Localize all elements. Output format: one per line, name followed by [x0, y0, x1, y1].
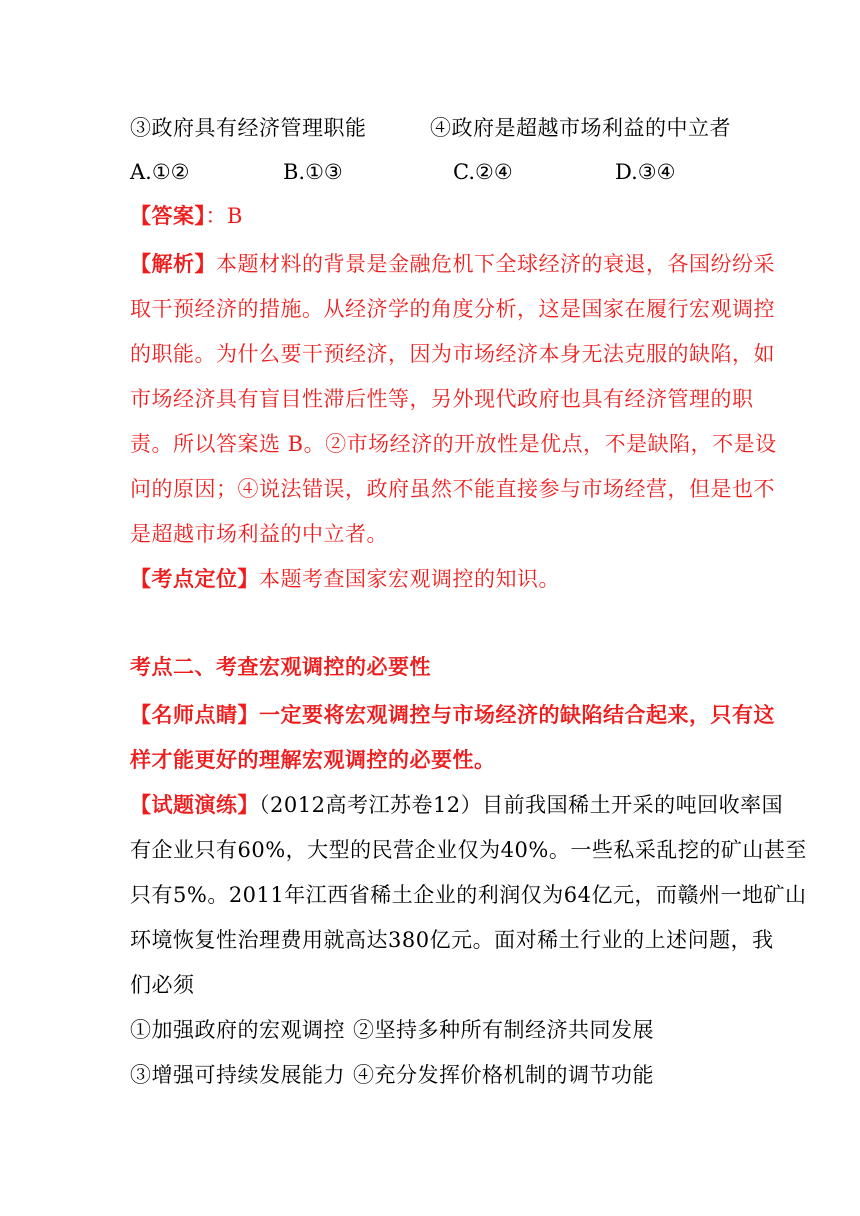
analysis-label: 【解析】 [130, 251, 216, 276]
answer-line [130, 201, 243, 231]
tip-text: 一定要将宏观调控与市场经济的缺陷结合起来，只有这 [259, 702, 775, 727]
analysis-line-5: 责。所以答案选 B。②市场经济的开放性是优点，不是缺陷，不是设 [130, 432, 777, 456]
analysis-text: 本题材料的背景是金融危机下全球经济的衰退，各国纷纷采 [216, 252, 775, 276]
section-heading: 考点二、考查宏观调控的必要性 [130, 654, 431, 679]
exercise-text: （2012高考江苏卷12）目前我国稀土开采的吨回收率国 [259, 793, 784, 817]
option-b: B.①③ [283, 160, 343, 184]
analysis-line-7: 是超越市场利益的中立者。 [130, 522, 388, 546]
kaodian-line [130, 564, 560, 594]
analysis-line-3: 的职能。为什么要干预经济，因为市场经济本身无法克服的缺陷，如 [130, 342, 775, 366]
option-d: D.③④ [615, 160, 676, 184]
choice-1: ①加强政府的宏观调控 [130, 1018, 345, 1042]
exercise-line-5: 们必须 [130, 973, 195, 997]
statement-4-text: ④政府是超越市场利益的中立者 [430, 116, 731, 140]
choice-3: ③增强可持续发展能力 [130, 1063, 345, 1087]
analysis-line-4: 市场经济具有盲目性滞后性等，另外现代政府也具有经济管理的职 [130, 387, 754, 411]
tip-label: 【名师点睛】 [130, 702, 259, 727]
exercise-line-3: 只有5%。2011年江西省稀土企业的利润仅为64亿元，而赣州一地矿山 [130, 883, 807, 907]
exercise-line-2: 有企业只有60%，大型的民营企业仅为40%。一些私采乱挖的矿山甚至 [130, 838, 807, 862]
analysis-line-2: 取干预经济的措施。从经济学的角度分析，这是国家在履行宏观调控 [130, 297, 775, 321]
tip-line-2: 样才能更好的理解宏观调控的必要性。 [130, 747, 496, 772]
option-c: C.②④ [453, 160, 513, 184]
statement-4 [430, 113, 731, 143]
kaodian-text: 本题考查国家宏观调控的知识。 [259, 567, 560, 591]
answer-value: ：B [205, 204, 243, 228]
choice-4: ④充分发挥价格机制的调节功能 [353, 1063, 654, 1087]
statement-3 [130, 113, 367, 143]
answer-label: 【答案】 [130, 203, 206, 228]
option-a: A.①② [130, 160, 190, 184]
exercise-label: 【试题演练】 [130, 792, 259, 817]
statement-3-text: ③政府具有经济管理职能 [130, 116, 367, 140]
analysis-line-6: 问的原因；④说法错误，政府虽然不能直接参与市场经营，但是也不 [130, 477, 775, 501]
tip-line-1 [130, 700, 775, 730]
choice-2: ②坚持多种所有制经济共同发展 [353, 1018, 654, 1042]
analysis-line-1 [130, 249, 775, 279]
exercise-line-4: 环境恢复性治理费用就高达380亿元。面对稀土行业的上述问题，我 [130, 928, 774, 952]
exercise-line-1 [130, 790, 783, 820]
kaodian-label: 【考点定位】 [130, 566, 259, 591]
